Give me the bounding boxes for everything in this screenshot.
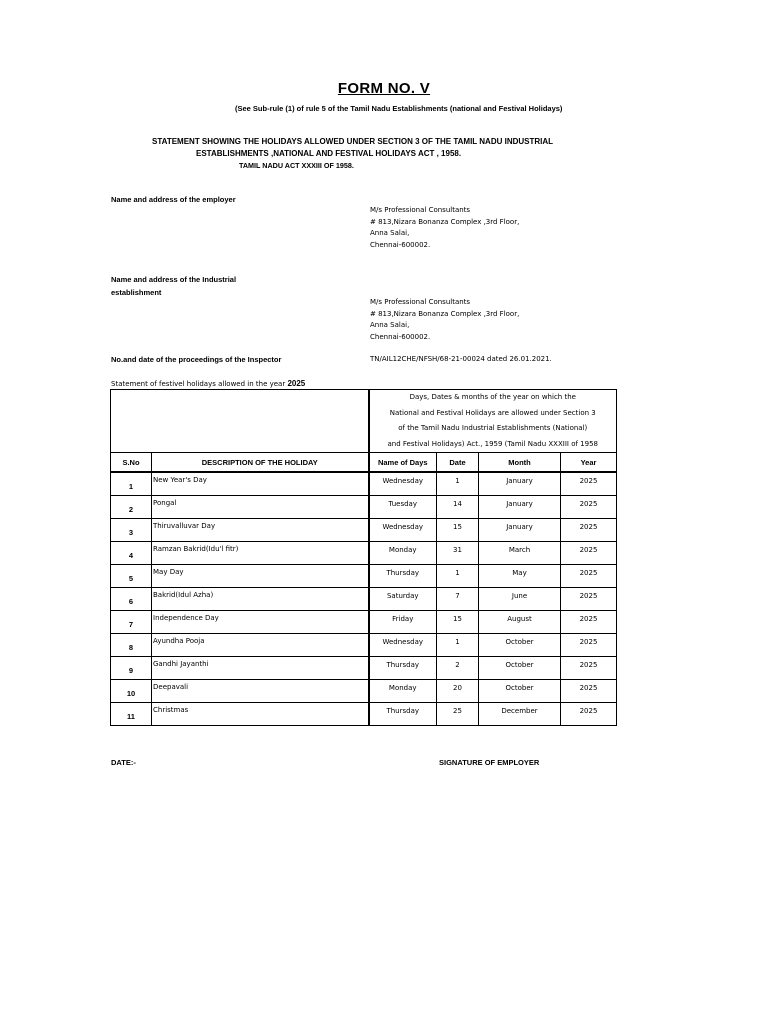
holiday-sno: 7 xyxy=(111,611,152,634)
table-row xyxy=(111,634,617,657)
establishment-address-line: Chennai-600002. xyxy=(370,332,431,341)
proceedings-label: No.and date of the proceedings of the Inspector xyxy=(111,355,282,364)
establishment-label xyxy=(111,274,236,299)
header-name-of-days: Name of Days xyxy=(369,453,437,473)
establishment-label-line: Name and address of the Industrial xyxy=(111,275,237,284)
holiday-month: October xyxy=(479,680,561,703)
holiday-day-name: Friday xyxy=(369,611,437,634)
header-date: Date xyxy=(437,453,479,473)
holiday-year: 2025 xyxy=(561,565,617,588)
table-header-row xyxy=(111,453,617,473)
holiday-description: Independence Day xyxy=(152,611,369,634)
table-intro-line: Days, Dates & months of the year on which the xyxy=(409,393,576,401)
holiday-month: August xyxy=(479,611,561,634)
holiday-month: January xyxy=(479,519,561,542)
holiday-date: 14 xyxy=(437,496,479,519)
holiday-year: 2025 xyxy=(561,657,617,680)
holiday-month: June xyxy=(479,588,561,611)
header-sno: S.No xyxy=(111,453,152,473)
holiday-month: October xyxy=(479,657,561,680)
holiday-description: New Year's Day xyxy=(152,472,369,496)
holiday-description: Ayundha Pooja xyxy=(152,634,369,657)
holiday-year: 2025 xyxy=(561,472,617,496)
table-row xyxy=(111,519,617,542)
holiday-month: May xyxy=(479,565,561,588)
holiday-year: 2025 xyxy=(561,611,617,634)
holiday-sno: 1 xyxy=(111,472,152,496)
subrule-text: (See Sub-rule (1) of rule 5 of the Tamil Nadu Establishments (national and Festival Holidays) xyxy=(235,104,563,113)
holiday-day-name: Wednesday xyxy=(369,634,437,657)
holiday-description: Deepavali xyxy=(152,680,369,703)
holiday-sno: 8 xyxy=(111,634,152,657)
table-row xyxy=(111,565,617,588)
establishment-address xyxy=(370,297,519,343)
holiday-year: 2025 xyxy=(561,519,617,542)
proceedings-value: TN/AIL12CHE/NFSH/68-21-00024 dated 26.01.2021. xyxy=(370,355,552,363)
table-row xyxy=(111,657,617,680)
table-intro-line: and Festival Holidays) Act., 1959 (Tamil Nadu XXXIII of 1958 xyxy=(387,439,598,448)
holiday-month: October xyxy=(479,634,561,657)
holiday-date: 1 xyxy=(437,565,479,588)
table-intro-blank xyxy=(111,390,369,453)
holiday-day-name: Monday xyxy=(369,680,437,703)
table-row xyxy=(111,472,617,496)
holiday-day-name: Thursday xyxy=(369,565,437,588)
establishment-address-line: M/s Professional Consultants xyxy=(370,298,471,306)
holiday-year: 2025 xyxy=(561,703,617,726)
holiday-day-name: Thursday xyxy=(369,657,437,680)
header-description: DESCRIPTION OF THE HOLIDAY xyxy=(152,453,369,473)
holiday-description: Ramzan Bakrid(Idu'l fitr) xyxy=(152,542,369,565)
holiday-date: 20 xyxy=(437,680,479,703)
holiday-day-name: Wednesday xyxy=(369,472,437,496)
holiday-description: Christmas xyxy=(152,703,369,726)
holiday-sno: 9 xyxy=(111,657,152,680)
holiday-day-name: Thursday xyxy=(369,703,437,726)
holiday-rows xyxy=(111,472,617,726)
date-label: DATE:- xyxy=(111,758,136,767)
holiday-sno: 11 xyxy=(111,703,152,726)
holiday-year: 2025 xyxy=(561,680,617,703)
holiday-date: 31 xyxy=(437,542,479,565)
establishment-address-line: # 813,Nizara Bonanza Complex ,3rd Floor, xyxy=(370,309,520,318)
holiday-year: 2025 xyxy=(561,496,617,519)
employer-address-line: M/s Professional Consultants xyxy=(370,206,471,214)
holiday-description: Pongal xyxy=(152,496,369,519)
holiday-sno: 5 xyxy=(111,565,152,588)
holiday-sno: 10 xyxy=(111,680,152,703)
employer-address xyxy=(370,205,519,251)
holiday-sno: 2 xyxy=(111,496,152,519)
table-intro-text xyxy=(369,390,617,453)
table-row xyxy=(111,611,617,634)
holiday-year: 2025 xyxy=(561,634,617,657)
holiday-date: 2 xyxy=(437,657,479,680)
holiday-date: 15 xyxy=(437,519,479,542)
table-row xyxy=(111,703,617,726)
holiday-month: December xyxy=(479,703,561,726)
table-intro-row xyxy=(111,390,617,453)
statement-year-value: 2025 xyxy=(287,379,306,388)
table-row xyxy=(111,496,617,519)
holiday-description: Thiruvalluvar Day xyxy=(152,519,369,542)
holiday-day-name: Tuesday xyxy=(369,496,437,519)
holiday-description: May Day xyxy=(152,565,369,588)
holiday-sno: 6 xyxy=(111,588,152,611)
employer-label: Name and address of the employer xyxy=(111,195,236,204)
holiday-day-name: Monday xyxy=(369,542,437,565)
employer-address-line: # 813,Nizara Bonanza Complex ,3rd Floor, xyxy=(370,217,520,226)
table-row xyxy=(111,542,617,565)
table-row xyxy=(111,588,617,611)
holiday-description: Gandhi Jayanthi xyxy=(152,657,369,680)
header-year: Year xyxy=(561,453,617,473)
signature-label: SIGNATURE OF EMPLOYER xyxy=(439,758,540,767)
statement-line-1: STATEMENT SHOWING THE HOLIDAYS ALLOWED UNDER SECTION 3 OF THE TAMIL NADU INDUSTRIAL xyxy=(152,137,554,146)
table-intro-line: of the Tamil Nadu Industrial Establishments (National) xyxy=(398,424,588,432)
table-intro-line: National and Festival Holidays are allowed under Section 3 xyxy=(389,408,596,417)
holiday-date: 1 xyxy=(437,634,479,657)
form-title: FORM NO. V xyxy=(337,80,431,97)
holidays-table xyxy=(110,389,617,726)
statement-year-line xyxy=(111,379,305,388)
holiday-date: 1 xyxy=(437,472,479,496)
employer-address-line: Anna Salai, xyxy=(370,229,410,237)
holiday-month: January xyxy=(479,472,561,496)
holiday-day-name: Wednesday xyxy=(369,519,437,542)
holiday-date: 15 xyxy=(437,611,479,634)
statement-line-2: ESTABLISHMENTS ,NATIONAL AND FESTIVAL HOLIDAYS ACT , 1958. xyxy=(196,149,462,158)
holiday-sno: 4 xyxy=(111,542,152,565)
header-month: Month xyxy=(479,453,561,473)
holiday-month: January xyxy=(479,496,561,519)
holiday-month: March xyxy=(479,542,561,565)
holiday-year: 2025 xyxy=(561,588,617,611)
holiday-day-name: Saturday xyxy=(369,588,437,611)
establishment-label-line: establishment xyxy=(111,287,162,297)
employer-address-line: Chennai-600002. xyxy=(370,240,431,249)
establishment-address-line: Anna Salai, xyxy=(370,321,410,329)
statement-line-3: TAMIL NADU ACT XXXIII OF 1958. xyxy=(239,161,354,170)
holiday-sno: 3 xyxy=(111,519,152,542)
statement-year-text: Statement of festivel holidays allowed in the year xyxy=(111,380,286,388)
holiday-date: 7 xyxy=(437,588,479,611)
holiday-year: 2025 xyxy=(561,542,617,565)
holiday-date: 25 xyxy=(437,703,479,726)
table-row xyxy=(111,680,617,703)
holiday-description: Bakrid(Idul Azha) xyxy=(152,588,369,611)
